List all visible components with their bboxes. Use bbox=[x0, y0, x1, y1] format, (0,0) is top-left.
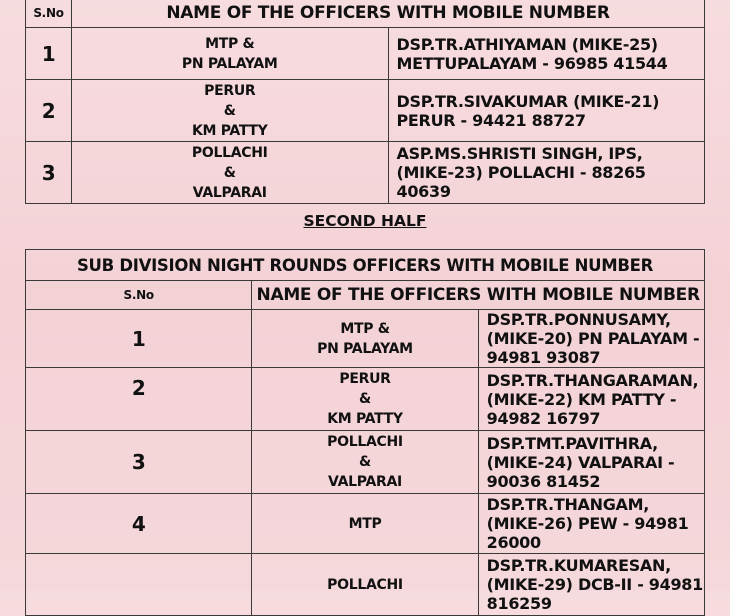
row-division bbox=[252, 494, 478, 554]
row-officer: DSP.TR.SIVAKUMAR (MIKE-21) PERUR - 94421 88727 bbox=[388, 80, 705, 142]
division-line: POLLACHI bbox=[327, 576, 403, 593]
header-sno: S.No bbox=[26, 0, 72, 28]
table-header-row bbox=[26, 281, 705, 310]
row-sno bbox=[26, 554, 252, 616]
division-line: & bbox=[223, 102, 236, 119]
division-line: POLLACHI bbox=[191, 144, 268, 161]
row-sno: 2 bbox=[26, 368, 252, 431]
row-sno: 1 bbox=[26, 310, 252, 368]
row-sno: 3 bbox=[26, 431, 252, 494]
row-division bbox=[252, 554, 478, 616]
division-line: & bbox=[359, 391, 371, 407]
division-line: PN PALAYAM bbox=[181, 55, 278, 72]
row-officer: DSP.TR.ATHIYAMAN (MIKE-25) METTUPALAYAM - 96985 41544 bbox=[388, 28, 705, 80]
second-half-table bbox=[25, 249, 705, 616]
header-sno: S.No bbox=[26, 281, 252, 310]
table-title: SUB DIVISION NIGHT ROUNDS OFFICERS WITH MOBILE NUMBER bbox=[26, 250, 705, 281]
division-line: PERUR bbox=[204, 82, 256, 99]
division-line: MTP & bbox=[205, 35, 255, 52]
row-sno: 3 bbox=[26, 142, 72, 204]
division-line: & bbox=[223, 164, 236, 181]
division-line: PN PALAYAM bbox=[317, 340, 413, 357]
header-officer-name: NAME OF THE OFFICERS WITH MOBILE NUMBER bbox=[72, 0, 705, 28]
division-line: & bbox=[359, 454, 371, 470]
row-division bbox=[252, 368, 478, 431]
division-line: KM PATTY bbox=[191, 122, 268, 139]
table-title-row bbox=[26, 250, 705, 281]
row-sno: 2 bbox=[26, 80, 72, 142]
row-officer: ASP.MS.SHRISTI SINGH, IPS, (MIKE-23) POLLACHI - 88265 40639 bbox=[388, 142, 705, 204]
row-officer: DSP.TR.THANGARAMAN, (MIKE-22) KM PATTY - 94982 16797 bbox=[478, 368, 704, 431]
row-officer: DSP.TR.THANGAM, (MIKE-26) PEW - 94981 26000 bbox=[478, 494, 704, 554]
table-row bbox=[26, 494, 705, 554]
first-half-table bbox=[25, 0, 705, 204]
division-line: VALPARAI bbox=[192, 184, 267, 201]
table-row bbox=[26, 142, 705, 204]
table-row bbox=[26, 554, 705, 616]
row-officer: DSP.TR.PONNUSAMY, (MIKE-20) PN PALAYAM - 94981 93087 bbox=[478, 310, 704, 368]
division-line: POLLACHI bbox=[327, 434, 403, 450]
table-row bbox=[26, 368, 705, 431]
division-line: KM PATTY bbox=[327, 411, 403, 427]
row-sno: 4 bbox=[26, 494, 252, 554]
row-officer: DSP.TR.KUMARESAN, (MIKE-29) DCB-II - 94981 816259 bbox=[478, 554, 704, 616]
row-division bbox=[252, 310, 478, 368]
division-line: MTP & bbox=[340, 320, 390, 337]
row-sno: 1 bbox=[26, 28, 72, 80]
table-row bbox=[26, 28, 705, 80]
row-division bbox=[72, 142, 389, 204]
table-row bbox=[26, 431, 705, 494]
table-header-row bbox=[26, 0, 705, 28]
row-division bbox=[72, 80, 389, 142]
section-title: SECOND HALF bbox=[303, 212, 427, 230]
row-division bbox=[252, 431, 478, 494]
table-row bbox=[26, 310, 705, 368]
table-row bbox=[26, 80, 705, 142]
division-line: VALPARAI bbox=[328, 474, 402, 490]
header-officer-name: NAME OF THE OFFICERS WITH MOBILE NUMBER bbox=[252, 281, 705, 310]
division-line: MTP bbox=[348, 515, 382, 532]
row-officer: DSP.TMT.PAVITHRA, (MIKE-24) VALPARAI - 90036 81452 bbox=[478, 431, 704, 494]
division-line: PERUR bbox=[339, 371, 391, 387]
row-division bbox=[72, 28, 389, 80]
